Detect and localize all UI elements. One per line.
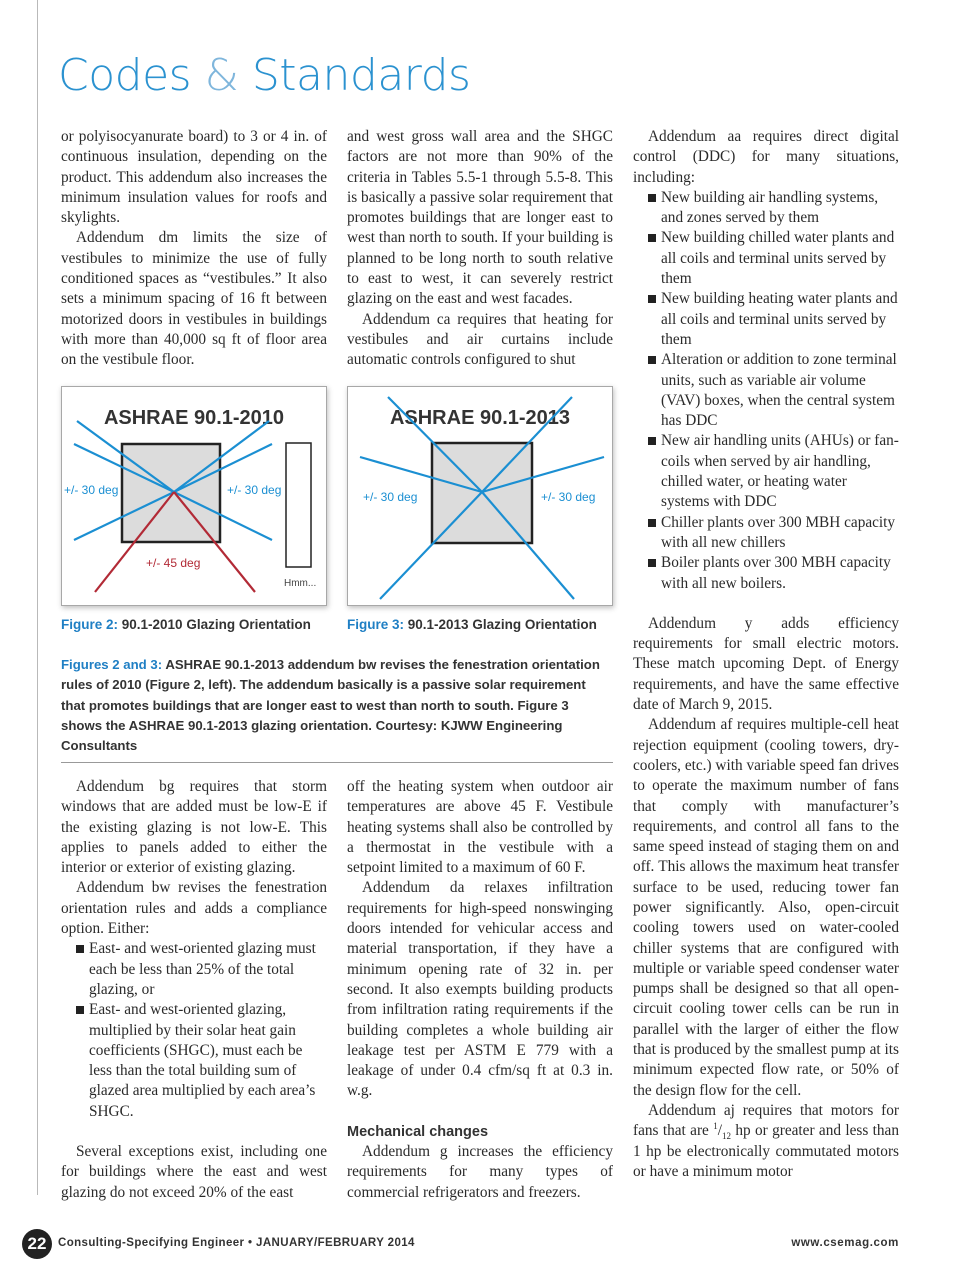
column-2-top [347,127,613,371]
paragraph: Addendum bw revises the fenestration orientation rules and adds a compliance option. Either: [61,879,327,938]
figure-3-diagram [348,387,612,605]
bullet-list [633,188,899,594]
list-item: Chiller plants over 300 MBH capacity with all new chillers [633,513,899,554]
paragraph: Several exceptions exist, including one for buildings where the east and west glazing do not exceed 20% of the east [61,1143,327,1201]
footer-url: www.csemag.com [791,1237,899,1249]
list-item: New air handling units (AHUs) or fan-coils when served by air handling, chilled water, or heating water systems with DDC [633,431,899,512]
list-item: Alteration or addition to zone terminal units, such as variable air volume (VAV) boxes, when the central system has DDC [633,350,899,431]
list-item: East- and west-oriented glazing, multiplied by their solar heat gain coefficients (SHGC), must each be less than the total building sum of glazed area multiplied by each area’s SHGC. [61,1000,327,1122]
paragraph: Addendum ca requires that heating for vestibules and air curtains include automatic controls configured to shut [347,310,613,369]
list-item: New building air handling systems, and zones served by them [633,188,899,229]
figure-2-box [61,386,327,606]
figure-2-right-label: +/- 30 deg [227,483,282,497]
paragraph: Addendum y adds efficiency requirements for small electric motors. These match upcoming Dept. of Energy requirements, and have the same effective date of March 9, 2015. [633,614,899,714]
paragraph: or polyisocyanurate board) to 3 or 4 in. of continuous insulation, depending on the product. This addendum also increases the minimum insulation values for roofs and skylights. [61,128,327,227]
figure-3-title: ASHRAE 90.1-2013 [389,407,571,429]
figure-2-note: Hmm... [284,578,317,589]
paragraph: Addendum aa requires direct digital control (DDC) for many situations, including: [633,128,899,186]
column-2-bottom [347,777,613,1203]
figure-2-bottom-label: +/- 45 deg [146,556,201,570]
page-number-badge: 22 [22,1229,52,1259]
figure-2-left-label: +/- 30 deg [64,483,119,497]
narrow-building [286,443,311,567]
list-item: Boiler plants over 300 MBH capacity with all new boilers. [633,553,899,594]
list-item: New building heating water plants and all coils and terminal units served by them [633,289,899,350]
paragraph: Addendum af requires multiple-cell heat rejection equipment (cooling towers, dry-coolers, etc.) with variable speed fan drives to operate the maximum number of fans that comply with manufacturer’s requirements, and control all fans to the same speed instead of staging them on and off. This allows the maximum heat transfer surface to be used, reducing tower fan power significantly. Also, open-circuit cooling towers used on water-cooled chiller systems that are configured with multiple or variable speed condenser water pumps shall be designed so that all open-circuit cooling tower cells can be run in parallel with the larger of either the flow that is produced by the smallest pump at its minimum expected flow rate, or 50% of the design flow for the cell. [633,716,899,1099]
figure-3-left-label: +/- 30 deg [363,490,418,504]
paragraph: Addendum g increases the efficiency requirements for many types of commercial refrigerators and freezers. [347,1143,613,1201]
figure-3-box [347,386,613,606]
paragraph: and west gross wall area and the SHGC factors are not more than 90% of the criteria in Tables 5.5-1 through 5.5-8. This is basically a passive solar requirement that promotes buildings that are longer east to west than north to south. If your building is planned to be long north to south relative to east to west, it can severely restrict glazing on the east and west facades. [347,128,613,308]
column-3 [633,127,899,1182]
paragraph: Addendum dm limits the size of vestibules to minimize the use of fully conditioned spaces as “vestibules.” It also sets a minimum spacing of 16 ft between motorized doors in vestibules in buildings with more than 40,000 sq ft of floor area on the vestibule floor. [61,229,327,369]
paragraph: Addendum bg requires that storm windows that are added must be low-E if the existing glazing is not low-E. This applies to panels added to either the interior or exterior of existing glazing. [61,778,327,877]
paragraph: Addendum da relaxes infiltration requirements for high-speed nonswinging doors intended for vehicular access and material transportation, if they have a minimum opening rate of 32 in. per second. It also exempts building products from infiltration rating requirements if the building completes a whole building air leakage test per ASTM E 779 with a leakage of under 0.4 cfm/sq ft at 0.3 in. w.g. [347,879,613,1100]
section-header: Codes & Standards [58,50,471,101]
figure-2-diagram [62,387,326,605]
figures-caption: Figures 2 and 3: ASHRAE 90.1-2013 addendum bw revises the fenestration orientation rules of 2010 (Figure 2, left). The addendum basically is a passive solar requirement that promotes buildings that are longer east to west than north to south. Figure 3 shows the ASHRAE 90.1-2013 glazing orientation. Courtesy: KJWW Engineering Consultants [61,657,600,754]
caption-rule [61,762,613,763]
bullet-list [61,939,327,1122]
column-1-top [61,127,327,371]
list-item: New building chilled water plants and all coils and terminal units served by them [633,228,899,289]
paragraph: off the heating system when outdoor air temperatures are above 45 F. Vestibule heating systems shall also be controlled by a thermostat in the vestibule with a setpoint limited to a maximum of 60 F. [347,778,613,877]
margin-rule [37,0,38,1195]
paragraph: Addendum aj requires that motors for fans that are $^1/_{12}$ hp or greater and less than 1 hp be electronically commutated motors or have a minimum motor [633,1101,900,1180]
figure-3-right-label: +/- 30 deg [541,490,596,504]
footer-publication: Consulting-Specifying Engineer • JANUARY/FEBRUARY 2014 [58,1237,415,1249]
figure-2-title: ASHRAE 90.1-2010 [103,407,285,429]
list-item: East- and west-oriented glazing must each be less than 25% of the total glazing, or [61,939,327,1000]
column-1-bottom [61,777,327,1203]
figure-2-caption: Figure 2: 90.1-2010 Glazing Orientation [61,617,311,632]
subheading: Mechanical changes [347,1123,489,1140]
figure-3-caption: Figure 3: 90.1-2013 Glazing Orientation [347,617,597,632]
